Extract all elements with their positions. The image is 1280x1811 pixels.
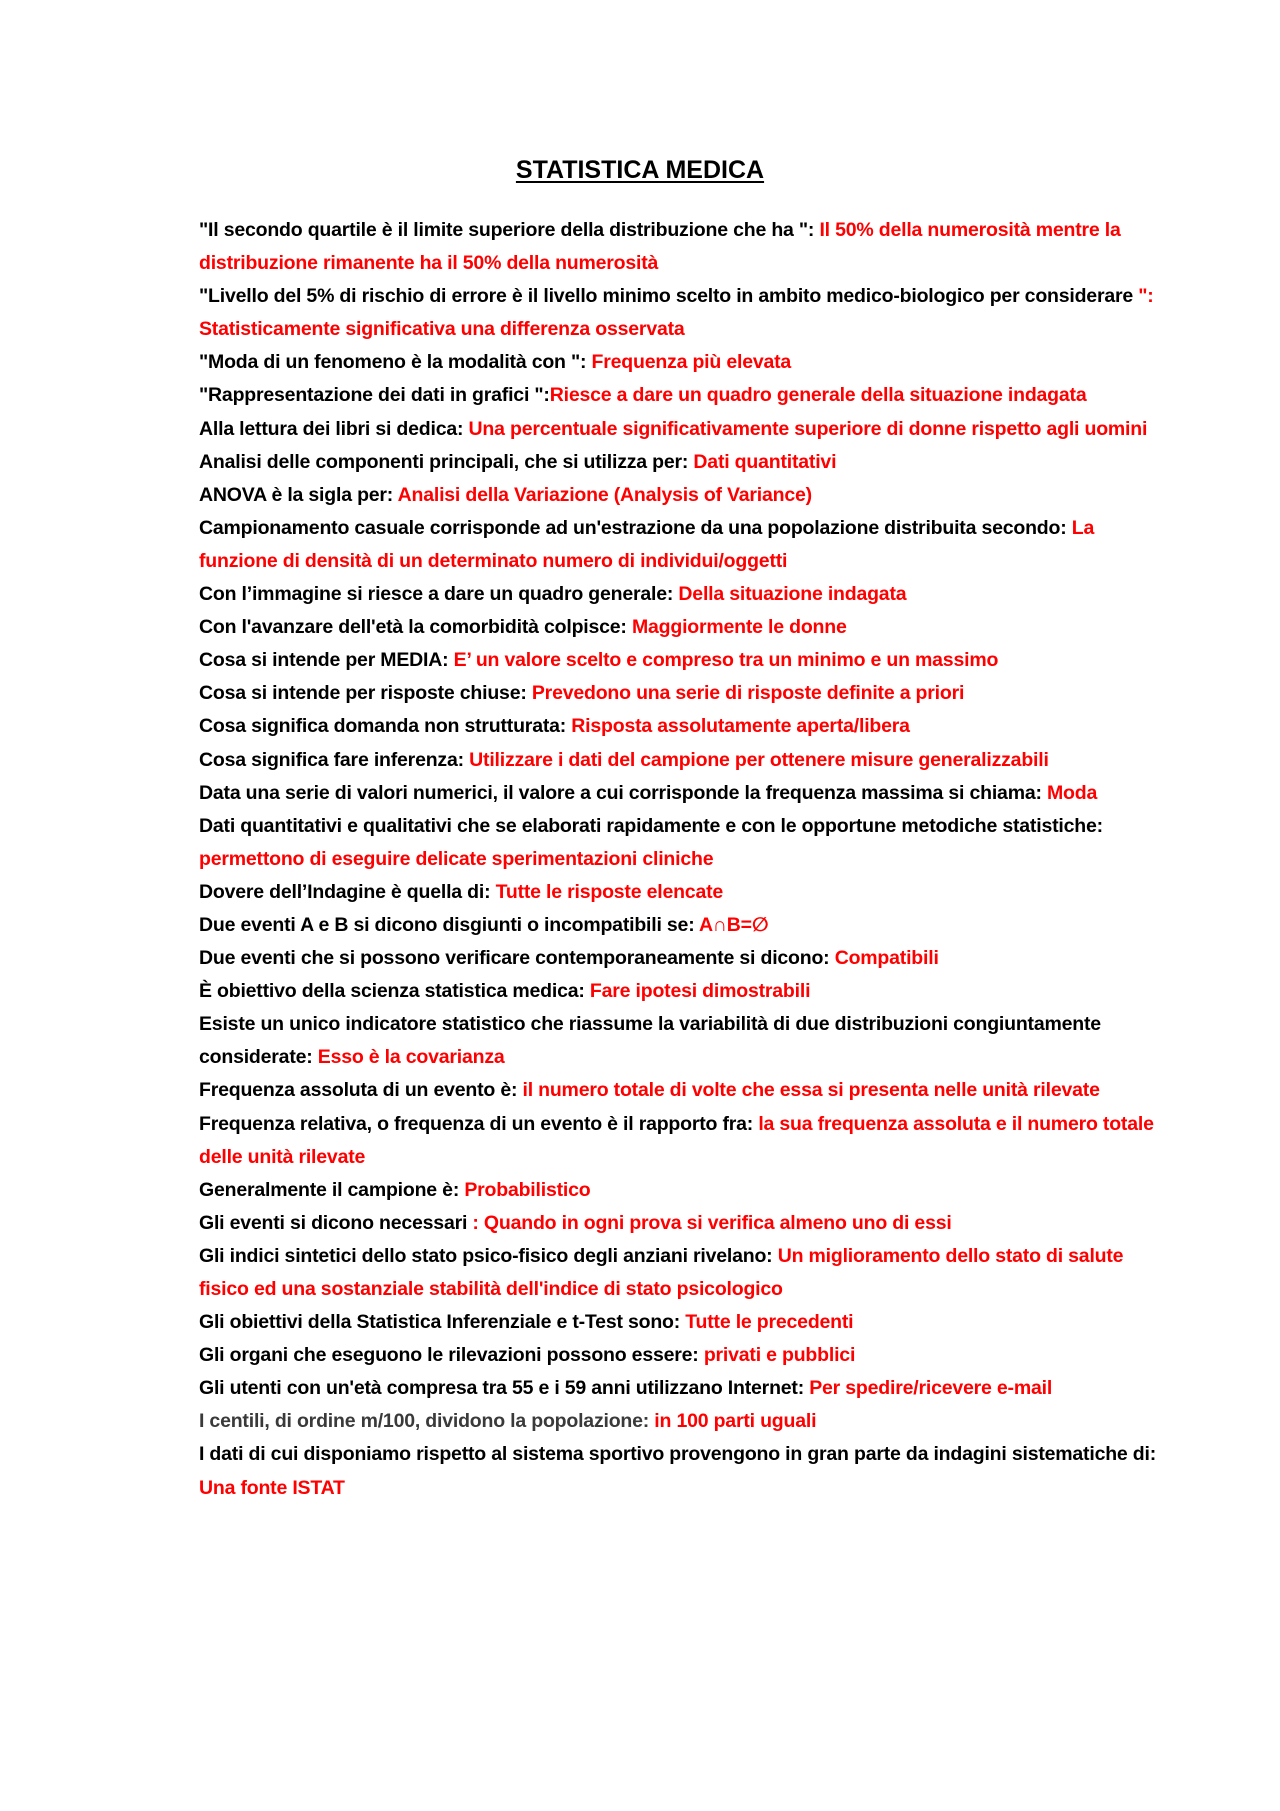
qa-item — [199, 876, 1174, 909]
question-text: Frequenza assoluta di un evento è: — [199, 1079, 523, 1102]
question-text: Cosa significa domanda non strutturata: — [199, 715, 572, 738]
question-text: Gli indici sintetici dello stato psico-fisico degli anziani rivelano: — [199, 1244, 778, 1267]
qa-item — [199, 677, 1174, 710]
qa-item — [199, 1174, 1174, 1207]
answer-text: Analisi della Variazione (Analysis of Variance) — [397, 483, 812, 506]
question-text: Con l'avanzare dell'età la comorbidità colpisce: — [199, 616, 632, 639]
qa-item — [199, 379, 1174, 412]
answer-text: Dati quantitativi — [693, 450, 837, 473]
question-text: Due eventi che si possono verificare contemporaneamente si dicono: — [199, 947, 835, 970]
qa-item — [199, 1372, 1174, 1405]
question-text: Gli organi che eseguono le rilevazioni possono essere: — [199, 1344, 704, 1367]
qa-list — [199, 214, 1174, 1505]
question-text: Cosa si intende per risposte chiuse: — [199, 682, 532, 705]
question-text: Esiste un unico indicatore statistico che riassume la variabilità di due distribuzioni congiuntamente considerate: — [199, 1013, 1101, 1069]
answer-text: Tutte le risposte elencate — [495, 880, 724, 903]
qa-item — [199, 644, 1174, 677]
answer-text: Riesce a dare un quadro generale della situazione indagata — [549, 384, 1087, 407]
answer-text: Una percentuale significativamente superiore di donne rispetto agli uomini — [468, 417, 1148, 440]
qa-item — [199, 710, 1174, 743]
question-text: È obiettivo della scienza statistica medica: — [199, 980, 590, 1003]
question-text: "Moda di un fenomeno è la modalità con ": — [199, 351, 592, 374]
qa-item — [199, 1008, 1174, 1074]
qa-item — [199, 1339, 1174, 1372]
qa-item — [199, 744, 1174, 777]
qa-item — [199, 1240, 1174, 1306]
answer-text: ": Statisticamente significativa una differenza osservata — [199, 285, 1154, 341]
question-text: Due eventi A e B si dicono disgiunti o incompatibili se: — [199, 913, 699, 936]
answer-text: Probabilistico — [464, 1178, 591, 1201]
question-text: Con l’immagine si riesce a dare un quadro generale: — [199, 583, 679, 606]
question-text: Generalmente il campione è: — [199, 1178, 465, 1201]
qa-item — [199, 1074, 1174, 1107]
answer-text: Compatibili — [834, 947, 939, 970]
answer-text: Utilizzare i dati del campione per ottenere misure generalizzabili — [469, 748, 1049, 771]
qa-item — [199, 810, 1174, 876]
question-text: Frequenza relativa, o frequenza di un evento è il rapporto fra: — [199, 1112, 759, 1135]
answer-text: privati e pubblici — [703, 1344, 856, 1367]
question-text: Analisi delle componenti principali, che si utilizza per: — [199, 450, 694, 473]
qa-item — [199, 611, 1174, 644]
qa-item — [199, 214, 1174, 280]
qa-item — [199, 446, 1174, 479]
qa-item — [199, 1207, 1174, 1240]
answer-text: Una fonte ISTAT — [199, 1476, 345, 1499]
answer-text: La funzione di densità di un determinato numero di individui/oggetti — [199, 516, 1095, 572]
answer-text: Tutte le precedenti — [685, 1311, 854, 1334]
answer-text: Moda — [1047, 781, 1098, 804]
question-text: "Il secondo quartile è il limite superiore della distribuzione che ha ": — [199, 219, 820, 241]
answer-text: Un miglioramento dello stato di salute fisico ed una sostanziale stabilità dell'indice di stato psicologico — [199, 1244, 1124, 1300]
qa-item — [199, 578, 1174, 611]
question-text: "Rappresentazione dei dati in grafici ": — [199, 384, 550, 407]
qa-item — [199, 1108, 1174, 1174]
answer-text: Risposta assolutamente aperta/libera — [571, 715, 910, 738]
qa-item — [199, 1306, 1174, 1339]
answer-text: permettono di eseguire delicate sperimentazioni cliniche — [199, 847, 714, 870]
answer-text: A∩B=∅ — [699, 913, 769, 936]
answer-text: : Quando in ogni prova si verifica almeno uno di essi — [472, 1211, 952, 1234]
question-text: "Livello del 5% di rischio di errore è il livello minimo scelto in ambito medico-biologico per considerare — [199, 285, 1139, 308]
qa-item — [199, 512, 1174, 578]
answer-text: Della situazione indagata — [678, 583, 907, 606]
answer-text: Prevedono una serie di risposte definite a priori — [531, 682, 965, 705]
qa-item — [199, 909, 1174, 942]
question-text: Gli utenti con un'età compresa tra 55 e i 59 anni utilizzano Internet: — [199, 1377, 810, 1400]
question-text: Gli obiettivi della Statistica Inferenziale e t-Test sono: — [199, 1311, 686, 1334]
answer-text: Il 50% della numerosità mentre la distribuzione rimanente ha il 50% della numerosità — [199, 219, 1121, 275]
question-text: Dati quantitativi e qualitativi che se elaborati rapidamente e con le opportune metodiche statistiche: — [199, 814, 1103, 837]
qa-item — [199, 346, 1174, 379]
answer-text: il numero totale di volte che essa si presenta nelle unità rilevate — [522, 1079, 1100, 1102]
qa-item — [199, 777, 1174, 810]
answer-text: E’ un valore scelto e compreso tra un minimo e un massimo — [453, 649, 999, 672]
answer-text: in 100 parti uguali — [654, 1410, 817, 1433]
qa-item — [199, 280, 1174, 346]
answer-text: Esso è la covarianza — [317, 1046, 505, 1069]
answer-text: Per spedire/ricevere e-mail — [809, 1377, 1053, 1400]
qa-item — [199, 1438, 1174, 1504]
answer-text: Fare ipotesi dimostrabili — [589, 980, 811, 1003]
document-title-text: STATISTICA MEDICA — [515, 156, 765, 184]
document-title — [0, 153, 1280, 187]
question-text: Gli eventi si dicono necessari — [199, 1211, 473, 1234]
qa-item — [199, 479, 1174, 512]
question-text: Cosa significa fare inferenza: — [199, 748, 470, 771]
qa-item — [199, 1405, 1174, 1438]
question-text: Campionamento casuale corrisponde ad un'estrazione da una popolazione distribuita secondo: — [199, 516, 1072, 539]
qa-item — [199, 975, 1174, 1008]
question-text: I centili, di ordine m/100, dividono la popolazione: — [199, 1410, 655, 1433]
question-text: I dati di cui disponiamo rispetto al sistema sportivo provengono in gran parte da indagini sistematiche di: — [199, 1443, 1157, 1466]
question-text: Data una serie di valori numerici, il valore a cui corrisponde la frequenza massima si chiama: — [199, 781, 1047, 804]
answer-text: Frequenza più elevata — [591, 351, 792, 374]
answer-text: la sua frequenza assoluta e il numero totale delle unità rilevate — [199, 1112, 1154, 1168]
answer-text: Maggiormente le donne — [631, 616, 847, 639]
qa-item — [199, 413, 1174, 446]
question-text: Dovere dell’Indagine è quella di: — [199, 880, 496, 903]
qa-item — [199, 942, 1174, 975]
question-text: ANOVA è la sigla per: — [199, 483, 398, 506]
question-text: Alla lettura dei libri si dedica: — [199, 417, 469, 440]
question-text: Cosa si intende per MEDIA: — [199, 649, 454, 672]
